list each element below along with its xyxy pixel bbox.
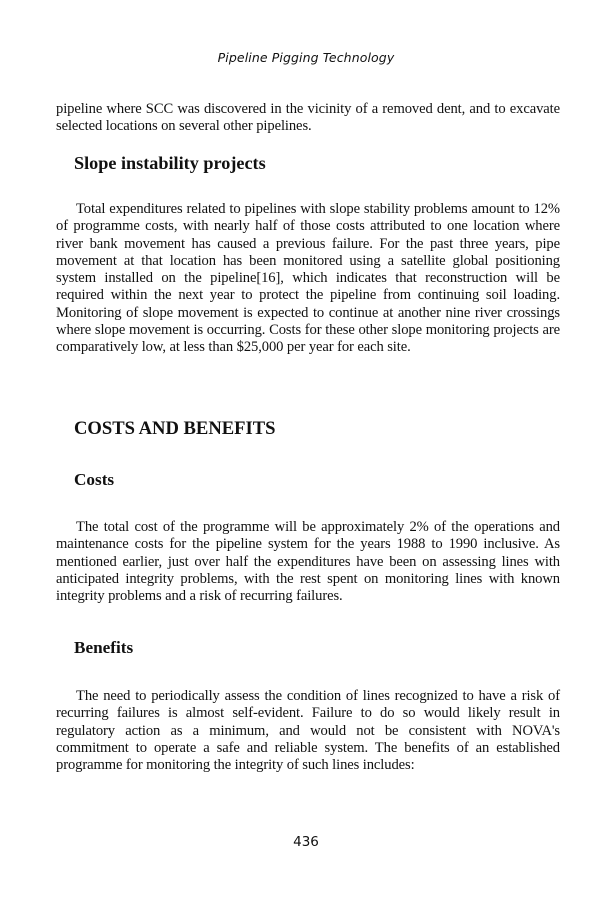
page-number: 436 [293, 834, 319, 850]
costs-paragraph: The total cost of the programme will be approximately 2% of the operations and maintenance costs for the pipeline system for the years 1988 to 1990 inclusive. As mentioned earlier, just over half the expenditures have been on assessing lines with anticipated integrity problems, with the rest spent on monitoring lines with known integrity problems and a risk of recurring failures. [56, 519, 560, 605]
costs-and-benefits-heading: COSTS AND BENEFITS [74, 418, 276, 439]
intro-paragraph: pipeline where SCC was discovered in the vicinity of a removed dent, and to excavate selected locations on several other pipelines. [56, 101, 560, 135]
slope-instability-heading: Slope instability projects [74, 153, 266, 173]
benefits-heading: Benefits [74, 638, 134, 657]
running-header: Pipeline Pigging Technology [217, 50, 395, 65]
costs-heading: Costs [74, 470, 115, 489]
benefits-paragraph: The need to periodically assess the condition of lines recognized to have a risk of recurring failures is almost self-evident. Failure to do so would likely result in regulatory action as a minimum, and would not be consistent with NOVA's commitment to operate a safe and reliable system. The benefits of an established programme for monitoring the integrity of such lines includes: [56, 688, 560, 774]
slope-instability-paragraph: Total expenditures related to pipelines with slope stability problems amount to 12% of programme costs, with nearly half of those costs attributed to one location where river bank movement has caused a previous failure. For the past three years, pipe movement at that location has been monitored using a satellite global positioning system installed on the pipeline[16], which indicates that reconstruction will be required within the next year to protect the pipeline from continuing soil loading. Monitoring of slope movement is expected to continue at another nine river crossings where slope movement is occurring. Costs for these other slope monitoring projects are comparatively low, at less than $25,000 per year for each site. [56, 201, 560, 356]
